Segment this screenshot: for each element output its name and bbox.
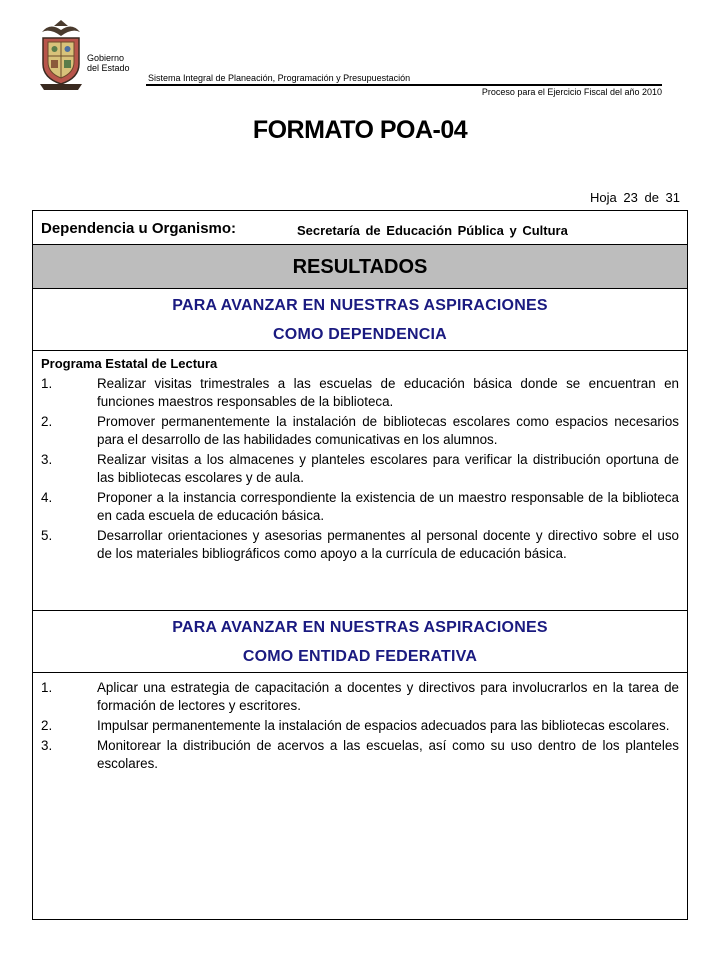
item-text: Aplicar una estrategia de capacitación a docentes y directivos para involucrarlos en la tarea de formación de lectores y escritores.	[97, 680, 679, 713]
item-text: Realizar visitas trimestrales a las escuelas de educación básica donde se encuentran en funciones maestros responsables de la biblioteca.	[97, 376, 679, 409]
item-text: Impulsar permanentemente la instalación de espacios adecuados para las bibliotecas escolares.	[97, 718, 670, 733]
page-counter: Hoja 23 de 31	[590, 190, 680, 205]
item-number: 2.	[41, 718, 53, 733]
gov-line-2: del Estado	[87, 63, 130, 73]
dependency-row	[33, 211, 687, 245]
government-label	[87, 53, 130, 73]
coat-of-arms-logo	[36, 18, 86, 96]
section-heading-dependency	[33, 289, 687, 351]
list-item	[41, 679, 679, 715]
list-item	[41, 375, 679, 411]
item-text: Proponer a la instancia correspondiente la existencia de un maestro responsable de la biblioteca en cada escuela de educación básica.	[97, 490, 679, 523]
item-number: 3.	[41, 452, 53, 467]
section2-content	[33, 679, 687, 775]
list-item	[41, 717, 679, 735]
document-title: FORMATO POA-04	[252, 116, 468, 144]
gov-line-1: Gobierno	[87, 53, 125, 63]
fiscal-process: Proceso para el Ejercicio Fiscal del año 2010	[481, 87, 662, 97]
system-name: Sistema Integral de Planeación, Programación y Presupuestación	[148, 73, 411, 83]
item-number: 1.	[41, 376, 53, 391]
section2-heading-line1: PARA AVANZAR EN NUESTRAS ASPIRACIONES	[172, 619, 548, 636]
header-rule	[146, 84, 662, 86]
form-frame	[32, 210, 688, 920]
section1-list	[41, 375, 679, 563]
list-item	[41, 737, 679, 773]
item-text: Desarrollar orientaciones y asesorias permanentes al personal docente y directivo sobre el uso de los materiales bibliográficos como apoyo a la currícula de educación básica.	[97, 528, 679, 561]
program-name: Programa Estatal de Lectura	[41, 356, 218, 371]
item-number: 3.	[41, 738, 53, 753]
item-number: 1.	[41, 680, 53, 695]
section2-heading-line2: COMO ENTIDAD FEDERATIVA	[242, 648, 478, 665]
section-heading-federal-entity	[33, 610, 687, 673]
item-text: Monitorear la distribución de acervos a las escuelas, así como su uso dentro de los planteles escolares.	[97, 738, 679, 771]
section2-list	[41, 679, 679, 773]
section1-heading-line2: COMO DEPENDENCIA	[273, 326, 447, 343]
item-text: Realizar visitas a los almacenes y planteles escolares para verificar la distribución oportuna de las bibliotecas escolares y de aula.	[97, 452, 679, 485]
section1-content	[33, 356, 687, 565]
dependency-label: Dependencia u Organismo:	[41, 220, 237, 237]
dependency-value: Secretaría de Educación Pública y Cultura	[297, 223, 568, 238]
item-text: Promover permanentemente la instalación de bibliotecas escolares como espacios necesarios para el desarrollo de las habilidades comunicativas en los alumnos.	[97, 414, 679, 447]
item-number: 4.	[41, 490, 53, 505]
list-item	[41, 413, 679, 449]
list-item	[41, 489, 679, 525]
list-item	[41, 527, 679, 563]
item-number: 2.	[41, 414, 53, 429]
section1-heading-line1: PARA AVANZAR EN NUESTRAS ASPIRACIONES	[172, 297, 548, 314]
results-heading: RESULTADOS	[33, 245, 687, 289]
list-item	[41, 451, 679, 487]
item-number: 5.	[41, 528, 53, 543]
